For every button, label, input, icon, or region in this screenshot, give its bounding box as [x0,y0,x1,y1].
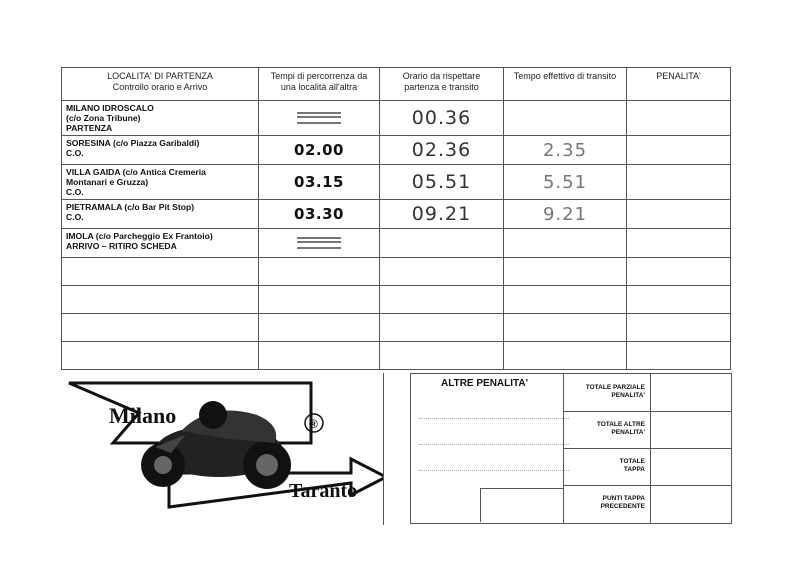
header-row [62,68,731,101]
travel-time-value: 03.30 [294,204,344,223]
penalty-cell[interactable] [627,165,731,200]
penalty-total-row [564,374,731,412]
location-line: MILANO IDROSCALO [66,103,154,113]
header-schedule [380,68,504,101]
location-cell [62,136,259,165]
penalty-total-row [564,485,731,523]
blank-cell[interactable] [504,314,627,342]
other-penalties-title: ALTRE PENALITA' [441,378,529,389]
penalty-cell[interactable] [627,200,731,229]
blank-row [62,342,731,370]
blank-cell[interactable] [380,342,504,370]
scheduled-time-cell[interactable] [380,101,504,136]
blank-cell[interactable] [62,286,259,314]
location-line: VILLA GAIDA (c/o Antica Cremeria [66,167,206,177]
blank-cell[interactable] [259,258,380,286]
other-penalties-box [410,373,732,524]
penalty-label-line: TAPPA [623,466,645,473]
location-cell [62,229,259,258]
penalty-label-line: TOTALE ALTRE [596,421,645,428]
travel-time-value: 03.15 [294,172,344,191]
scheduled-time-value: 09.21 [411,203,472,225]
penalty-total-field[interactable] [650,448,731,485]
blank-cell[interactable] [504,258,627,286]
table-row [62,136,731,165]
table-row [62,101,731,136]
blank-cell[interactable] [627,314,731,342]
dashes-mark [297,112,341,124]
actual-time-value: 5.51 [542,171,588,193]
penalty-label-line: TOTALE [619,458,645,465]
blank-cell[interactable] [380,286,504,314]
registered-mark: ® [309,417,318,431]
table-row [62,165,731,200]
table-row [62,200,731,229]
table-row [62,229,731,258]
divider [480,488,563,489]
travel-time-cell [259,165,380,200]
location-line: PARTENZA [66,123,113,133]
blank-cell[interactable] [62,342,259,370]
penalty-label-line: PENALITA' [611,429,645,436]
actual-time-value: 9.21 [542,203,588,225]
logo-text-taranto: Taranto [289,480,358,502]
penalty-total-row [564,411,731,449]
header-actual-time [504,68,627,101]
logo-area [61,373,384,525]
penalty-totals [563,374,731,523]
actual-time-cell[interactable] [504,200,627,229]
header-actual-line1: Tempo effettivo di transito [513,71,617,81]
header-travel-line2: una località all'altra [280,82,358,92]
location-line: Montanari e Gruzza) [66,177,149,187]
dashes-mark [297,237,341,249]
scheduled-time-value: 00.36 [411,107,472,129]
blank-cell[interactable] [380,258,504,286]
blank-cell[interactable] [627,342,731,370]
penalty-total-row [564,448,731,486]
blank-cell[interactable] [259,286,380,314]
blank-cell[interactable] [259,342,380,370]
scheduled-time-cell[interactable] [380,229,504,258]
logo-text-milano: Milano [109,403,177,428]
header-schedule-line2: partenza e transito [404,82,479,92]
travel-time-cell [259,101,380,136]
schedule-table [61,67,731,370]
header-penalty-line1: PENALITA' [656,71,701,81]
dotted-line [419,418,569,419]
divider [480,488,481,522]
penalty-total-label [564,458,645,474]
scheduled-time-cell[interactable] [380,200,504,229]
actual-time-cell[interactable] [504,136,627,165]
header-schedule-line1: Orario da rispettare [402,71,481,81]
blank-row [62,286,731,314]
penalty-label-line: PENALITA' [611,392,645,399]
blank-cell[interactable] [504,286,627,314]
penalty-label-line: TOTALE PARZIALE [585,384,645,391]
penalty-label-line: PUNTI TAPPA [602,495,645,502]
penalty-label-line: PRECEDENTE [600,503,645,510]
travel-time-cell [259,136,380,165]
blank-row [62,258,731,286]
blank-cell[interactable] [380,314,504,342]
blank-cell[interactable] [627,286,731,314]
blank-cell[interactable] [259,314,380,342]
location-line: PIETRAMALA (c/o Bar Pit Stop) [66,202,195,212]
blank-cell[interactable] [62,258,259,286]
blank-row [62,314,731,342]
blank-cell[interactable] [627,258,731,286]
scheduled-time-value: 05.51 [411,171,472,193]
blank-cell[interactable] [62,314,259,342]
location-cell [62,200,259,229]
milano-taranto-logo [61,373,383,525]
scheduled-time-cell[interactable] [380,136,504,165]
penalty-total-label [564,495,645,511]
scheduled-time-cell[interactable] [380,165,504,200]
penalty-cell[interactable] [627,136,731,165]
penalty-total-field[interactable] [650,411,731,448]
actual-time-value: 2.35 [542,139,588,161]
location-line: (c/o Zona Tribune) [66,113,141,123]
blank-cell[interactable] [504,342,627,370]
header-departure-line2: Controllo orario e Arrivo [112,82,208,92]
penalty-total-field[interactable] [650,485,731,523]
dotted-line [419,444,569,445]
actual-time-cell[interactable] [504,101,627,136]
actual-time-cell[interactable] [504,229,627,258]
header-penalty [627,68,731,101]
location-line: SORESINA (c/o Piazza Garibaldi) [66,138,200,148]
location-cell [62,101,259,136]
actual-time-cell[interactable] [504,165,627,200]
location-cell [62,165,259,200]
penalty-cell[interactable] [627,101,731,136]
scheduled-time-value: 02.36 [411,139,472,161]
penalty-total-label [564,384,645,400]
travel-time-cell [259,200,380,229]
travel-time-value: 02.00 [294,140,344,159]
penalty-cell[interactable] [627,229,731,258]
location-line: ARRIVO – RITIRO SCHEDA [66,241,177,251]
travel-time-cell [259,229,380,258]
header-travel-line1: Tempi di percorrenza da [270,71,368,81]
location-line: C.O. [66,187,84,197]
header-departure [62,68,259,101]
location-line: C.O. [66,212,84,222]
location-line: IMOLA (c/o Parcheggio Ex Frantoio) [66,231,213,241]
header-departure-line1: LOCALITA' DI PARTENZA [107,71,213,81]
dotted-line [419,470,569,471]
penalty-total-field[interactable] [650,374,731,411]
penalty-total-label [564,421,645,437]
header-travel-time [259,68,380,101]
location-line: C.O. [66,148,84,158]
